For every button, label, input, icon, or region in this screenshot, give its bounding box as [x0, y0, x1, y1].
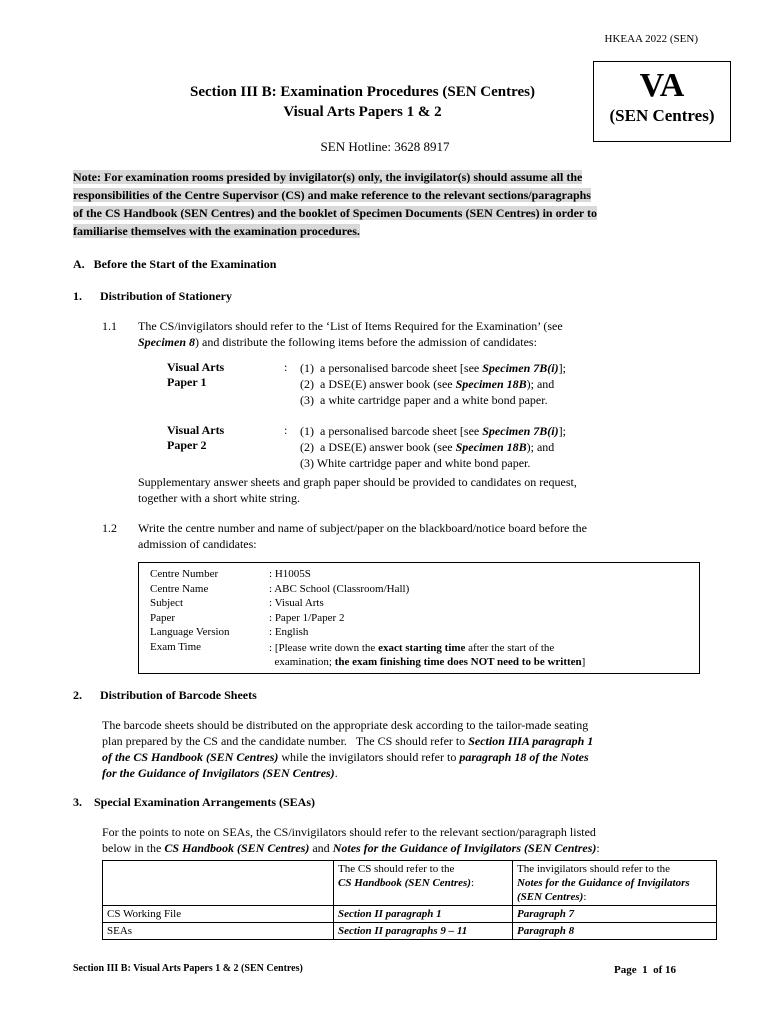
note-line: familiarise themselves with the examination procedures. [73, 224, 360, 238]
info-value: : ABC School (Classroom/Hall) [269, 582, 410, 595]
info-value: : English [269, 626, 309, 639]
paper-2-items [300, 423, 700, 471]
info-label: Centre Name [150, 582, 209, 595]
page-number: Page 1 of 16 [614, 964, 677, 976]
section-2-heading: 2. Distribution of Barcode Sheets [73, 688, 257, 702]
page-subtitle: Visual Arts Papers 1 & 2 [283, 104, 442, 120]
paper-1-label: Visual Arts Paper 1 [167, 360, 225, 389]
info-value: : Paper 1/Paper 2 [269, 611, 345, 624]
table-row [103, 906, 717, 923]
para-1-1-number: 1.1 [102, 319, 117, 333]
note-box [73, 168, 698, 240]
table-cell: CS Working File [103, 906, 334, 923]
info-label: Paper [150, 611, 176, 624]
info-value: : H1005S [269, 568, 311, 580]
para-1-1-text: The CS/invigilators should refer to the ‘List of Items Required for the Examination’ (see Specimen 8) and distribute the following items before the admission of candidates: [138, 319, 563, 349]
section-2-text: The barcode sheets should be distributed on the appropriate desk according to the tailor-made seating plan prepared by the CS and the candidate number. The CS should refer to Section IIIA paragraph 1 of the CS Handbook (SEN Centres) while the invigilators should refer to paragraph 18 of the Notes for the Guidance of Invigilators (SEN Centres). [102, 718, 594, 780]
section-a-heading: A. Before the Start of the Examination [73, 257, 277, 271]
subject-badge [593, 61, 731, 142]
list-item: (2) a DSE(E) answer book (see Specimen 18B); and [300, 440, 555, 454]
info-label: Centre Number [150, 568, 219, 580]
footer-section-title: Section III B: Visual Arts Papers 1 & 2 (SEN Centres) [73, 963, 303, 974]
table-cell: Paragraph 7 [513, 906, 717, 923]
table-header-cell: The CS should refer to the CS Handbook (SEN Centres): [334, 861, 513, 906]
table-header-cell [103, 861, 334, 906]
sea-reference-table [102, 860, 717, 940]
table-row [103, 923, 717, 940]
exam-time-value: : [Please write down the exact starting time after the start of the examination; the exam finishing time does NOT need to be written] [269, 642, 586, 668]
section-3-heading: 3. Special Examination Arrangements (SEAs) [73, 795, 316, 809]
info-label: Language Version [150, 626, 230, 639]
table-header-cell: The invigilators should refer to the Notes for the Guidance of Invigilators (SEN Centres): [513, 861, 717, 906]
paper-2-label: Visual Arts Paper 2 [167, 423, 225, 452]
supplementary-note: Supplementary answer sheets and graph paper should be provided to candidates on request, together with a short white string. [138, 475, 577, 505]
list-item: (1) a personalised barcode sheet [see Specimen 7B(i)]; [300, 424, 566, 438]
document-code: HKEAA 2022 (SEN) [604, 33, 698, 45]
sen-hotline: SEN Hotline: 3628 8917 [320, 139, 450, 154]
specimen-ref: Specimen 8 [138, 335, 195, 349]
table-header-row [103, 861, 717, 906]
note-line: Note: For examination rooms presided by invigilator(s) only, the invigilator(s) should assume all the [73, 170, 583, 184]
section-1-heading: 1. Distribution of Stationery [73, 289, 232, 303]
paper-2-colon: : [284, 423, 288, 437]
info-label: Exam Time [150, 641, 202, 653]
info-value: : Visual Arts [269, 597, 324, 610]
note-line: of the CS Handbook (SEN Centres) and the booklet of Specimen Documents (SEN Centres) in order to [73, 206, 598, 220]
para-1-2-text: Write the centre number and name of subject/paper on the blackboard/notice board before the admission of candidates: [138, 521, 587, 551]
note-line: responsibilities of the Centre Supervisor (CS) and make reference to the relevant sections/paragraphs [73, 188, 591, 202]
section-3-text: For the points to note on SEAs, the CS/invigilators should refer to the relevant section/paragraph listed below in the CS Handbook (SEN Centres) and Notes for the Guidance of Invigilators (SEN Centres): [102, 825, 600, 855]
table-cell: SEAs [103, 923, 334, 940]
list-item: (2) a DSE(E) answer book (see Specimen 18B); and [300, 377, 555, 391]
para-1-2-number: 1.2 [102, 521, 117, 535]
table-cell: Section II paragraph 1 [334, 906, 513, 923]
page-title: Section III B: Examination Procedures (SEN Centres) [190, 84, 535, 100]
blackboard-info-box [138, 562, 700, 674]
paper-1-colon: : [284, 360, 288, 374]
list-item: (3) a white cartridge paper and a white bond paper. [300, 393, 548, 407]
paper-1-items [300, 360, 700, 408]
info-label: Subject [150, 597, 183, 610]
list-item: (3) White cartridge paper and white bond paper. [300, 456, 531, 470]
table-cell: Section II paragraphs 9 – 11 [334, 923, 513, 940]
badge-subject-code: VA [639, 67, 685, 104]
badge-centre-type: (SEN Centres) [609, 106, 715, 125]
list-item: (1) a personalised barcode sheet [see Specimen 7B(i)]; [300, 361, 566, 375]
table-cell: Paragraph 8 [513, 923, 717, 940]
